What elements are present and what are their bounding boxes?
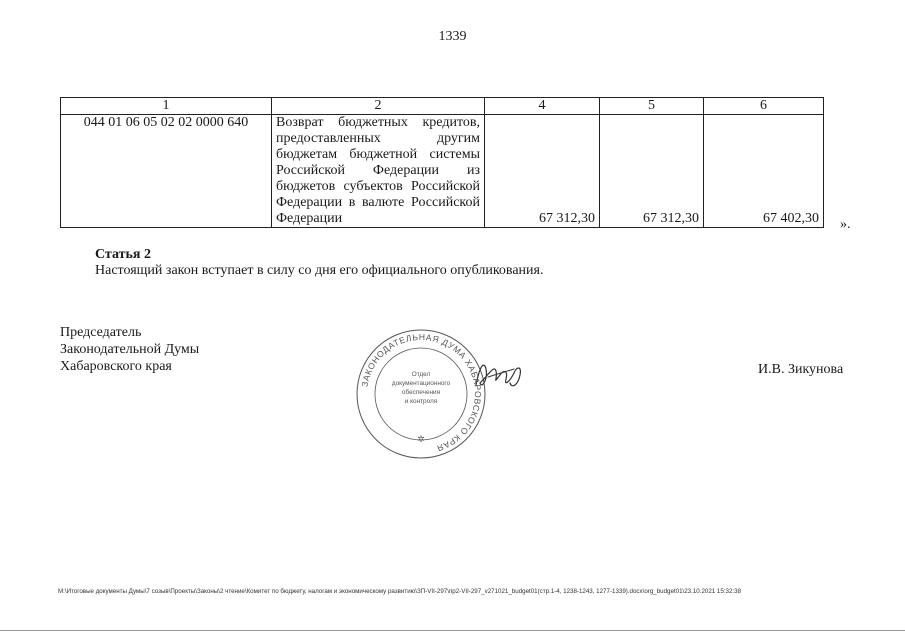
table-row [61,115,824,228]
header-col-5: 5 [600,98,704,115]
signer-title-line: Председатель [60,325,142,340]
seal-star-icon: ✲ [417,434,425,444]
budget-code-cell: 044 01 06 05 02 02 0000 640 [61,115,272,228]
description-text: Возврат бюджетных кредитов, предоставленных другим бюджетам бюджетной системы Российской Федерации из бюджетов субъектов Российской Федерации в валюте Российской Федерации [276,115,480,226]
seal-inner-line: документационного [391,380,451,387]
signer-title [60,324,199,375]
amount-col-5: 67 312,30 [600,115,704,228]
signer-title-line: Законодательной Думы [60,342,200,357]
seal-inner-line: и контроля [404,398,438,405]
article-title: Статья 2 [95,247,151,262]
page-number: 1339 [438,29,467,44]
seal-inner-line: Отдел [411,371,431,378]
scan-edge-line [0,630,905,631]
header-col-1: 1 [61,98,272,115]
seal-inner-line: обеспечения [401,389,441,396]
closing-quote: ». [840,217,851,232]
table-header-row [61,98,824,115]
seal-stamp [355,328,487,460]
signer-title-line: Хабаровского края [60,359,172,374]
signer-name: И.В. Зикунова [758,362,844,377]
header-col-6: 6 [704,98,824,115]
header-col-2: 2 [272,98,485,115]
seal-outer-text: ЗАКОНОДАТЕЛЬНАЯ ДУМА ХАБАРОВСКОГО КРАЯ [359,331,484,454]
article-text: Настоящий закон вступает в силу со дня его официального опубликования. [95,263,544,278]
budget-table [60,97,824,228]
header-col-4: 4 [485,98,600,115]
amount-col-6: 67 402,30 [704,115,824,228]
footer-file-path: M:\Итоговые документы Думы\7 созыв\Проекты\Законы\2 чтение\Комитет по бюджету, налогам и экономическому развитию\ЗП-VII-297\пр2-VII-297_v271021_budget01(стр.1-4, 1238-1243, 1277-1339).docx\org_budget01\23.10.2021 15:32:38 [58,588,742,595]
handwritten-signature [470,355,530,395]
description-cell [272,115,485,228]
amount-col-4: 67 312,30 [485,115,600,228]
